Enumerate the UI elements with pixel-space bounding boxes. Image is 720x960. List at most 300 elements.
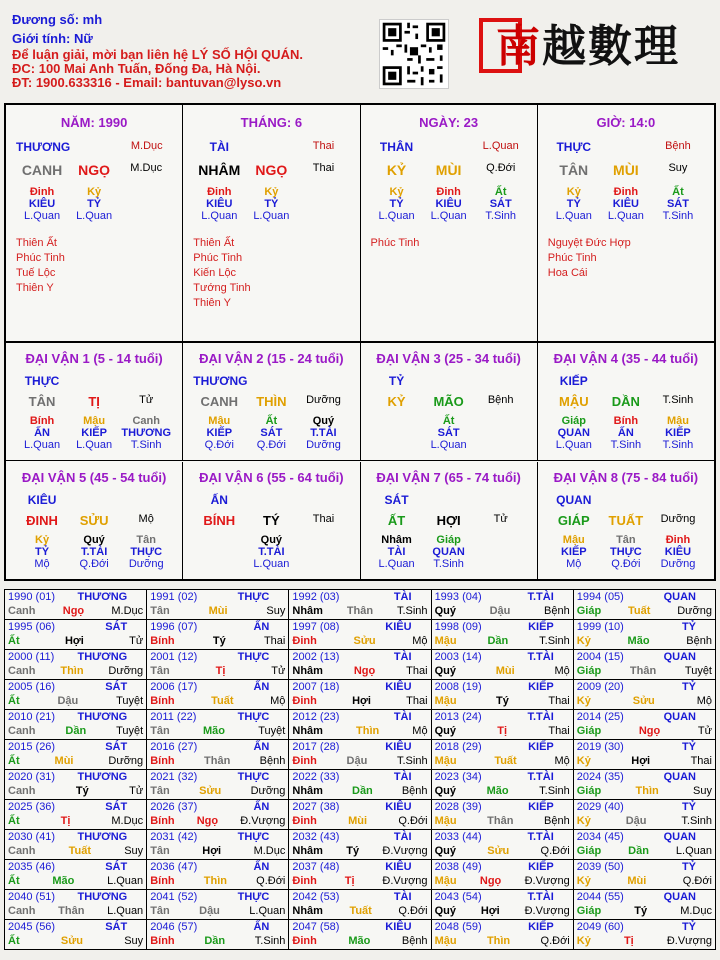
year-god: KIẾP: [528, 621, 554, 633]
dai-van-title: ĐẠI VẬN 6 (55 - 64 tuổi): [199, 470, 344, 485]
year-stem: Nhâm: [292, 905, 323, 917]
year-stage: Tuyệt: [116, 725, 144, 737]
year-god: ẤN: [253, 621, 270, 633]
star: Thiên Ất: [193, 237, 235, 249]
year-stem-branch: [577, 874, 712, 888]
year-stage: Suy: [124, 935, 144, 947]
year-god: TỶ: [681, 621, 696, 633]
ten-god-row: [183, 493, 359, 507]
year-branch: Tý: [346, 845, 360, 857]
year-cell: [431, 830, 573, 860]
life-stage: Dưỡng: [306, 394, 341, 406]
hidden-stage: T.Sinh: [610, 439, 642, 451]
year-label: 2018 (29): [434, 741, 482, 753]
year-stage: Thai: [548, 725, 570, 737]
year-stem-branch: [150, 694, 285, 708]
pillar-title: THÁNG: 6: [240, 115, 303, 130]
stem-branch-row: [361, 162, 537, 178]
year-stem: Đinh: [292, 815, 317, 827]
year-line: [8, 650, 143, 664]
year-label: 2038 (49): [434, 861, 482, 873]
hidden-stem: Ất: [265, 415, 278, 427]
year-line: [435, 890, 570, 904]
earthly-branch: NGỌ: [78, 162, 111, 178]
year-stage: Dưỡng: [108, 665, 144, 677]
year-cell: [573, 710, 715, 740]
life-stage: Q.Đới: [486, 162, 516, 174]
year-branch: Mùi: [348, 815, 368, 827]
year-cell: [573, 860, 715, 890]
pillar-cell: [361, 105, 538, 341]
dai-van-title: ĐẠI VẬN 1 (5 - 14 tuổi): [25, 351, 163, 366]
hidden-stage-row: [183, 558, 359, 570]
hidden-stems-row: [361, 186, 537, 198]
year-branch: Tị: [497, 725, 508, 737]
hidden-stage: T.Sinh: [662, 210, 694, 222]
hidden-stage: L.Quan: [607, 210, 644, 222]
heavenly-stem: KỶ: [387, 394, 406, 409]
earthly-branch: MÙI: [435, 162, 462, 178]
year-row: [5, 740, 716, 770]
life-stage: Suy: [668, 162, 688, 174]
hidden-stage: Mộ: [566, 558, 582, 570]
year-branch: Thân: [487, 815, 514, 827]
year-stem: Ất: [8, 695, 20, 707]
year-stem-branch: [150, 664, 285, 678]
spacer: [652, 374, 704, 388]
year-stem: Tân: [150, 605, 170, 617]
year-branch: Tị: [60, 815, 71, 827]
year-label: 1991 (02): [150, 591, 198, 603]
ten-god-row: [6, 493, 182, 507]
year-cell: [573, 620, 715, 650]
stem-branch-row: [538, 513, 714, 528]
gender: Giới tính: Nữ: [12, 31, 93, 46]
year-god: TỶ: [681, 681, 696, 693]
year-label: 2013 (24): [434, 711, 482, 723]
year-cell: [573, 890, 715, 920]
hidden-stem: Kỷ: [389, 186, 404, 198]
heavenly-stem: KỶ: [386, 162, 407, 178]
year-label: 2040 (51): [8, 891, 56, 903]
year-stem: Quý: [434, 905, 456, 917]
year-god: KIÊU: [385, 861, 412, 873]
hidden-stems-row: [538, 534, 714, 546]
year-line: [150, 830, 285, 844]
year-stem: Ất: [8, 875, 20, 887]
hidden-god: T.TÀI: [310, 427, 337, 439]
hidden-stage: Q.Đới: [256, 439, 286, 451]
hidden-stage: L.Quan: [430, 210, 467, 222]
ten-god-row: [361, 140, 537, 154]
header-info: [12, 10, 372, 90]
year-stem: Canh: [8, 725, 36, 737]
life-stage: L.Quan: [482, 140, 519, 152]
year-cell: [147, 830, 289, 860]
hidden-stage: L.Quan: [76, 210, 113, 222]
star: Tuế Lộc: [16, 267, 56, 279]
dai-van-cell: [538, 462, 714, 580]
year-label: 2025 (36): [8, 801, 56, 813]
year-stem: Tân: [150, 665, 170, 677]
hidden-god: ẤN: [34, 427, 50, 439]
year-cell: [289, 770, 431, 800]
year-stem-branch: [435, 604, 570, 618]
year-branch: Tý: [75, 785, 89, 797]
year-cell: [573, 800, 715, 830]
dai-van-cell: [6, 462, 183, 580]
year-cell: [289, 890, 431, 920]
hidden-stem: Quý: [83, 534, 105, 546]
pillar-title: NĂM: 1990: [60, 115, 128, 130]
ten-god: THƯƠNG: [16, 140, 71, 154]
year-line: [150, 770, 285, 784]
year-line: [577, 770, 712, 784]
spacer: [423, 374, 475, 388]
year-stem-branch: [292, 664, 427, 678]
year-line: [292, 920, 427, 934]
year-branch: Hợi: [202, 845, 222, 857]
life-stage: Tử: [139, 394, 154, 406]
year-stem-branch: [435, 634, 570, 648]
year-stem-branch: [292, 814, 427, 828]
year-label: 2001 (12): [150, 651, 198, 663]
hidden-stem: Kỷ: [87, 186, 102, 198]
year-cell: [289, 920, 431, 950]
year-line: [8, 680, 143, 694]
year-line: [435, 860, 570, 874]
year-line: [150, 860, 285, 874]
hidden-stage-row: [183, 439, 359, 451]
hidden-stem: Giáp: [436, 534, 461, 546]
year-branch: Mùi: [495, 665, 515, 677]
year-label: 2020 (31): [8, 771, 56, 783]
year-cell: [573, 770, 715, 800]
year-branch: Tuất: [494, 755, 517, 767]
life-stage: Thai: [312, 162, 335, 174]
hidden-stem: Mậu: [208, 415, 231, 427]
year-cell: [5, 920, 147, 950]
year-stem: Bính: [150, 935, 175, 947]
hidden-stage-row: [361, 439, 537, 451]
hidden-stem: Quý: [260, 534, 283, 546]
annual-luck-table: [4, 589, 716, 950]
year-label: 2047 (58): [292, 921, 340, 933]
stars-list: [361, 236, 537, 251]
year-stem: Mậu: [434, 815, 457, 827]
hidden-stems-row: [183, 534, 359, 546]
star: Thiên Y: [16, 282, 54, 294]
year-stem: Ất: [8, 635, 20, 647]
year-stem: Tân: [150, 845, 170, 857]
hidden-stage: T.Sinh: [485, 210, 516, 222]
year-cell: [5, 860, 147, 890]
spacer: [475, 374, 527, 388]
year-stem-branch: [577, 664, 712, 678]
four-pillars-chart: [4, 103, 716, 581]
earthly-branch: MÃO: [433, 394, 464, 409]
year-stem: Canh: [8, 905, 36, 917]
hidden-stem: Tân: [616, 534, 636, 546]
year-stage: M.Dục: [680, 905, 712, 917]
hidden-stem: Mậu: [83, 415, 106, 427]
year-god: QUAN: [663, 711, 696, 723]
year-branch: Thìn: [486, 935, 511, 947]
hidden-stage: Q.Đới: [611, 558, 641, 570]
dai-van-title: ĐẠI VẬN 5 (45 - 54 tuổi): [21, 470, 167, 485]
year-god: THỰC: [237, 591, 270, 603]
year-branch: Ngọ: [62, 605, 85, 617]
year-stage: Dưỡng: [108, 755, 144, 767]
hidden-stage-row: [361, 558, 537, 570]
ten-god: THƯƠNG: [193, 374, 248, 388]
life-stage: Bệnh: [487, 394, 514, 406]
year-branch: Dần: [487, 635, 509, 647]
ten-god: [600, 140, 652, 154]
hidden-god: KIÊU: [435, 198, 462, 210]
hidden-god: SÁT: [260, 427, 283, 439]
earthly-branch: TỊ: [88, 394, 100, 409]
hidden-stage-row: [538, 558, 714, 570]
year-line: [292, 830, 427, 844]
year-branch: Hợi: [64, 635, 84, 647]
year-stem: Giáp: [576, 665, 602, 677]
hidden-stage: [297, 558, 349, 570]
year-stem-branch: [435, 754, 570, 768]
hidden-stage: T.Sinh: [130, 439, 162, 451]
year-cell: [147, 740, 289, 770]
year-stage: Thai: [406, 695, 428, 707]
year-label: 2006 (17): [150, 681, 198, 693]
year-stage: Tử: [271, 665, 286, 677]
year-line: [435, 710, 570, 724]
hidden-stage: L.Quan: [23, 210, 61, 222]
hidden-gods-row: [538, 198, 714, 210]
hidden-gods-row: [361, 546, 537, 558]
year-branch: Tuất: [349, 905, 372, 917]
year-row: [5, 800, 716, 830]
spacer: [600, 493, 652, 507]
year-stage: T.Sinh: [681, 815, 712, 827]
year-label: 2005 (16): [8, 681, 56, 693]
year-row: [5, 770, 716, 800]
year-branch: Dậu: [199, 905, 220, 917]
year-stage: Bệnh: [259, 755, 286, 767]
year-stage: Thai: [690, 755, 712, 767]
year-branch: Tuất: [628, 605, 651, 617]
year-stem: Giáp: [576, 605, 602, 617]
hidden-god: [193, 546, 245, 558]
ten-god: THỰC: [556, 140, 592, 154]
year-line: [150, 620, 285, 634]
year-cell: [289, 650, 431, 680]
hidden-stage: Dưỡng: [128, 558, 164, 570]
year-stem: Tân: [150, 905, 170, 917]
dai-van-cell: [361, 343, 538, 460]
year-label: 2033 (44): [434, 831, 482, 843]
year-stage: Đ.Vượng: [666, 935, 712, 947]
life-stage: Mộ: [138, 513, 154, 525]
dai-van-row-1: [6, 343, 714, 461]
year-stem-branch: [577, 844, 712, 858]
ten-god: QUAN: [556, 493, 592, 507]
hidden-stage: [297, 210, 349, 222]
year-god: QUAN: [663, 891, 696, 903]
heavenly-stem: CANH: [200, 394, 239, 409]
year-cell: [431, 800, 573, 830]
hidden-god: KIÊU: [28, 198, 56, 210]
heavenly-stem: MẬU: [558, 394, 589, 409]
hidden-stem: Ất: [494, 186, 507, 198]
year-line: [292, 860, 427, 874]
hidden-stem: [371, 415, 423, 427]
hidden-stage-row: [361, 210, 537, 222]
year-stem-branch: [292, 754, 427, 768]
hidden-stage-row: [6, 210, 182, 222]
year-stem: Ất: [8, 935, 20, 947]
year-line: [8, 590, 143, 604]
owner-name: Đương số: mh: [12, 12, 103, 27]
year-branch: Sửu: [353, 635, 376, 647]
year-line: [577, 620, 712, 634]
year-branch: Mùi: [627, 875, 647, 887]
heavenly-stem: ẤT: [387, 513, 406, 528]
ten-god: TÀI: [209, 140, 229, 154]
year-row: [5, 620, 716, 650]
year-stage: Q.Đới: [540, 845, 570, 857]
hidden-stage: L.Quan: [23, 439, 61, 451]
year-stem-branch: [8, 604, 143, 618]
hidden-gods-row: [6, 546, 182, 558]
year-branch: Tý: [634, 905, 648, 917]
year-stage: M.Dục: [253, 845, 286, 857]
year-cell: [5, 590, 147, 620]
hidden-stem: Giáp: [561, 415, 587, 427]
year-label: 2036 (47): [150, 861, 198, 873]
year-stage: L.Quan: [107, 875, 144, 887]
year-stem: Mậu: [434, 875, 457, 887]
year-line: [577, 590, 712, 604]
year-stem: Mậu: [434, 635, 457, 647]
year-god: THỰC: [237, 651, 270, 663]
year-god: TÀI: [393, 831, 412, 843]
year-label: 2046 (57): [150, 921, 198, 933]
hidden-stage: T.Sinh: [433, 558, 464, 570]
hidden-god: TÀI: [387, 546, 406, 558]
year-label: 2037 (48): [292, 861, 340, 873]
ten-god: KIÊU: [27, 493, 57, 507]
year-god: TỶ: [681, 861, 696, 873]
year-branch: Dần: [204, 935, 226, 947]
year-label: 1992 (03): [292, 591, 340, 603]
year-cell: [431, 770, 573, 800]
year-stem: Ất: [8, 755, 20, 767]
hidden-gods-row: [361, 198, 537, 210]
year-label: 2010 (21): [8, 711, 56, 723]
year-stem-branch: [150, 784, 285, 798]
year-stage: Q.Đới: [256, 875, 286, 887]
year-line: [150, 800, 285, 814]
year-line: [8, 740, 143, 754]
hidden-stage-row: [183, 210, 359, 222]
year-label: 2034 (45): [576, 831, 624, 843]
star: Phúc Tinh: [16, 252, 65, 264]
year-stage: Đ.Vượng: [382, 845, 428, 857]
hidden-stems-row: [183, 186, 359, 198]
life-stage: Tử: [493, 513, 508, 525]
year-stage: Mộ: [412, 635, 428, 647]
dai-van-cell: [183, 462, 360, 580]
year-line: [435, 620, 570, 634]
hidden-stem: Kỷ: [264, 186, 279, 198]
ten-god-row: [6, 140, 182, 154]
year-line: [8, 890, 143, 904]
year-cell: [431, 680, 573, 710]
year-god: SÁT: [105, 741, 128, 753]
year-stage: T.Sinh: [539, 635, 570, 647]
year-label: 2049 (60): [576, 921, 624, 933]
year-branch: Tị: [623, 935, 634, 947]
year-branch: Hợi: [480, 905, 500, 917]
year-god: QUAN: [663, 651, 696, 663]
ten-god: THỰC: [24, 374, 60, 388]
year-cell: [573, 680, 715, 710]
hidden-stage: L.Quan: [201, 210, 238, 222]
pillar-cell: [538, 105, 714, 341]
year-god: QUAN: [663, 591, 696, 603]
year-stem: Quý: [434, 785, 456, 797]
year-branch: Mão: [203, 725, 225, 737]
year-stem: Đinh: [292, 875, 317, 887]
hidden-gods-row: [183, 546, 359, 558]
year-god: ẤN: [253, 801, 270, 813]
year-line: [435, 740, 570, 754]
heavenly-stem: NHÂM: [198, 162, 241, 178]
year-branch: Ngọ: [196, 815, 219, 827]
year-label: 1996 (07): [150, 621, 198, 633]
year-stem: Quý: [434, 845, 456, 857]
hidden-stage: L.Quan: [378, 210, 415, 222]
year-stem-branch: [292, 904, 427, 918]
stem-branch-row: [538, 394, 714, 409]
year-branch: Thìn: [356, 725, 380, 737]
year-god: ẤN: [253, 921, 270, 933]
year-god: THƯƠNG: [77, 891, 128, 903]
year-stage: Thai: [263, 635, 286, 647]
year-branch: Tị: [344, 875, 355, 887]
year-cell: [147, 710, 289, 740]
year-row: [5, 680, 716, 710]
ten-god: KIẾP: [559, 374, 588, 388]
year-stem: Canh: [8, 785, 36, 797]
year-cell: [431, 710, 573, 740]
ten-god-row: [538, 374, 714, 388]
year-cell: [573, 830, 715, 860]
year-stem-branch: [577, 784, 712, 798]
year-label: 1995 (06): [8, 621, 56, 633]
hidden-stage: L.Quan: [378, 558, 415, 570]
year-branch: Ngọ: [479, 875, 502, 887]
year-label: 2041 (52): [150, 891, 198, 903]
hidden-god: KIÊU: [206, 198, 233, 210]
ten-god-row: [361, 493, 537, 507]
hidden-stem: Đinh: [436, 186, 461, 198]
year-line: [292, 620, 427, 634]
year-label: 2002 (13): [292, 651, 340, 663]
stars-list: [6, 236, 182, 296]
hidden-god: T.TÀI: [80, 546, 108, 558]
year-line: [8, 770, 143, 784]
